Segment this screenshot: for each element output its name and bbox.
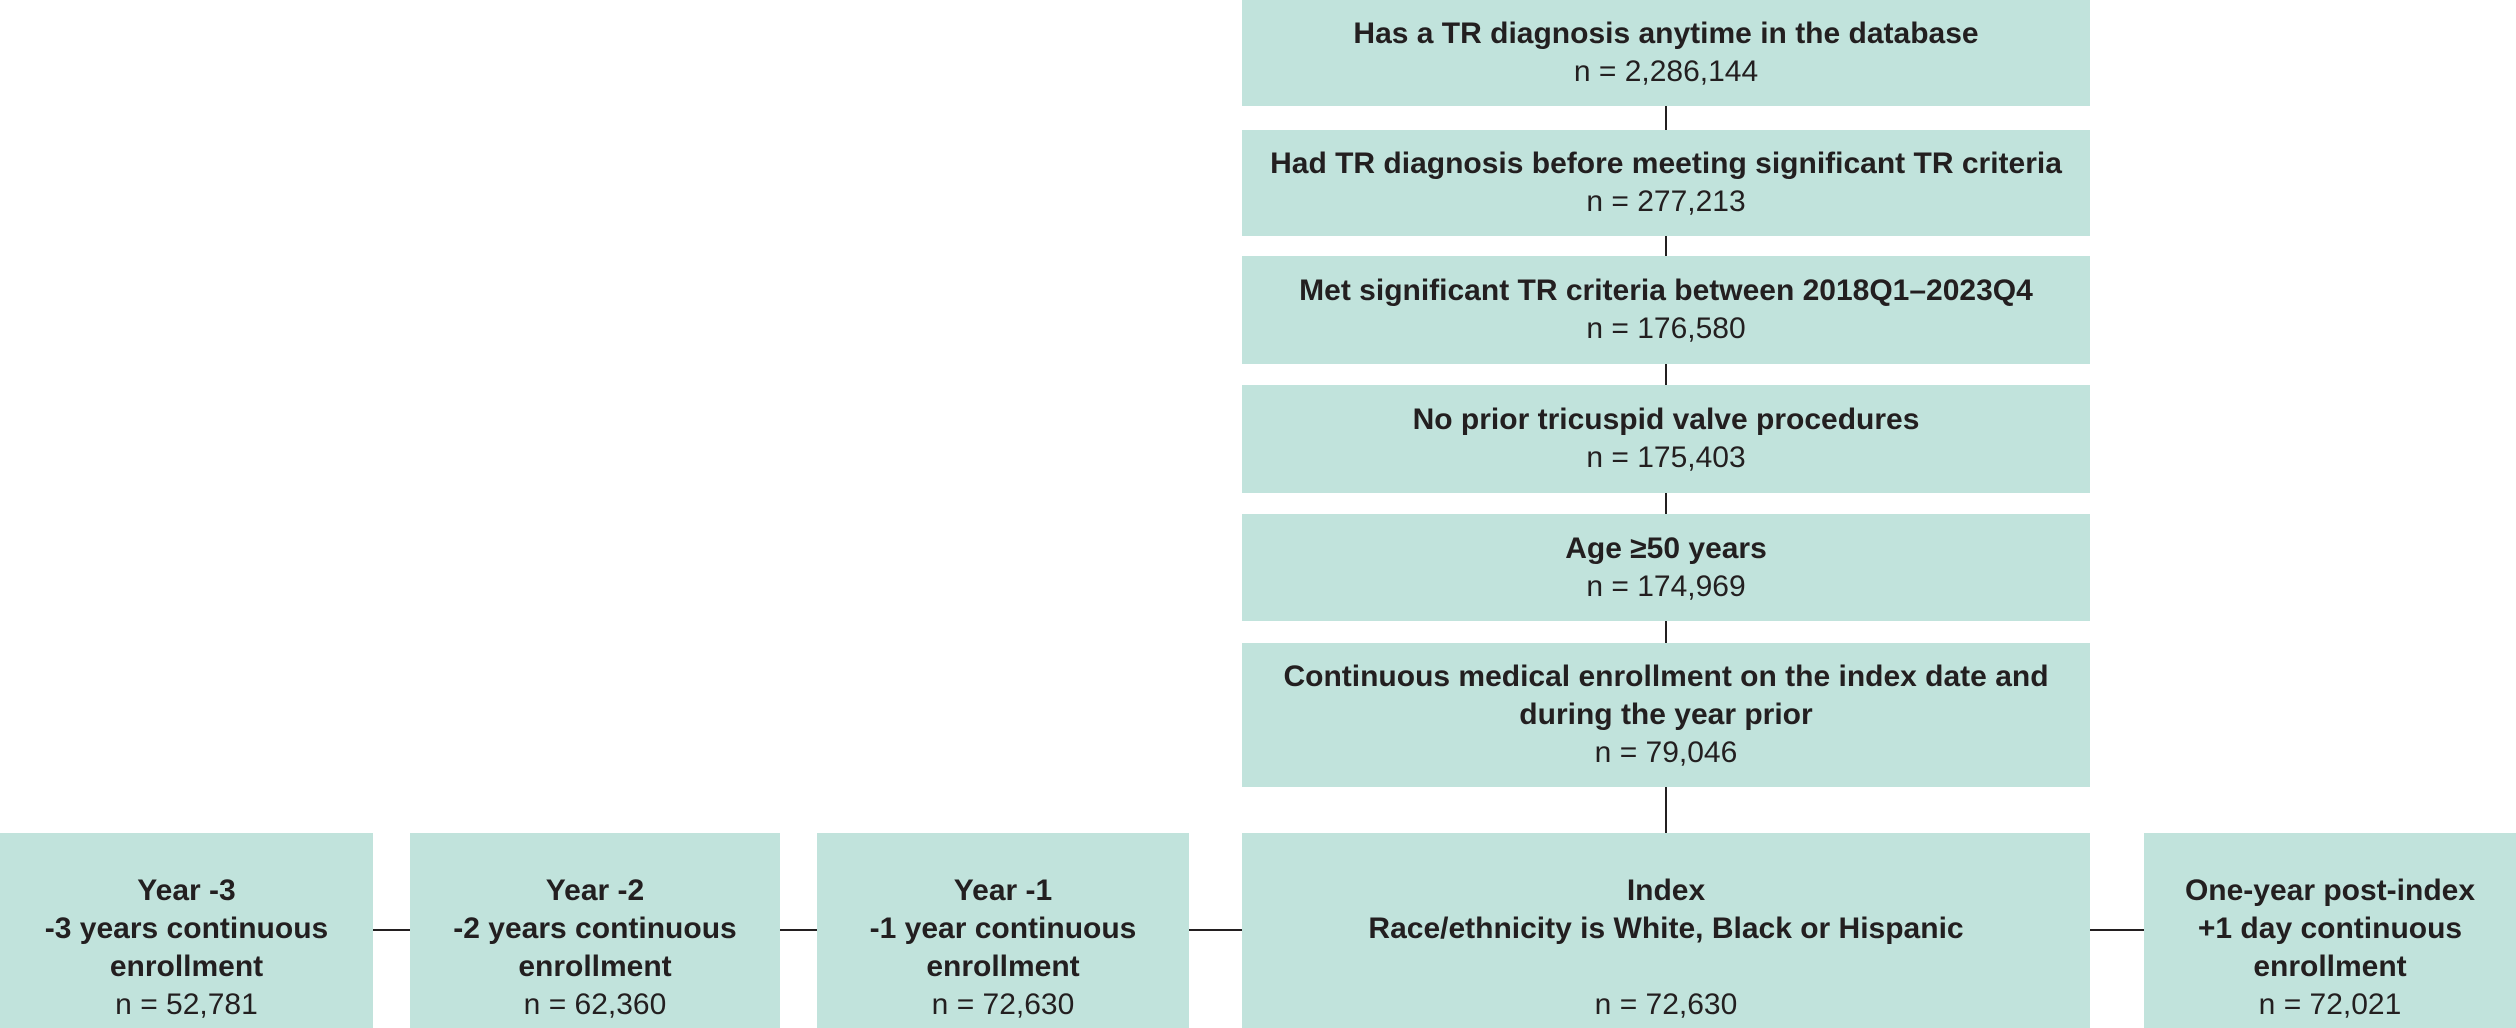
step-title: No prior tricuspid valve procedures xyxy=(1412,403,1920,436)
timeline-count: n = 62,360 xyxy=(523,988,667,1021)
timeline-count: n = 72,630 xyxy=(931,988,1075,1021)
timeline-subtitle: -2 years continuous xyxy=(453,912,737,945)
timeline-title: Index xyxy=(1626,874,1706,907)
step-tr-before-criteria xyxy=(1242,130,2090,236)
step-count: n = 174,969 xyxy=(1586,569,1746,603)
step-count: n = 2,286,144 xyxy=(1573,55,1759,88)
timeline-title: Year -2 xyxy=(545,874,645,907)
connector-year2-year1 xyxy=(780,929,817,931)
step-count: n = 79,046 xyxy=(1594,736,1738,769)
step-count: n = 277,213 xyxy=(1586,185,1746,218)
timeline-title: Year -3 xyxy=(137,874,236,907)
connector-5-6 xyxy=(1665,621,1667,643)
timeline-count: n = 72,630 xyxy=(1594,988,1738,1021)
connector-index-post xyxy=(2090,929,2144,931)
timeline-subtitle-line2: enrollment xyxy=(518,950,672,983)
connector-4-5 xyxy=(1665,493,1667,514)
step-significant-tr-criteria xyxy=(1242,256,2090,364)
timeline-subtitle: Race/ethnicity is White, Black or Hispanic xyxy=(1368,912,1964,945)
step-count: n = 176,580 xyxy=(1586,312,1746,345)
timeline-subtitle-line2: enrollment xyxy=(926,950,1080,983)
timeline-title: Year -1 xyxy=(953,874,1053,907)
connector-3-4 xyxy=(1665,364,1667,385)
timeline-title: One-year post-index xyxy=(2184,874,2476,907)
timeline-year-minus-2 xyxy=(410,833,780,1028)
connector-2-3 xyxy=(1665,236,1667,256)
timeline-year-minus-3 xyxy=(0,833,373,1028)
step-age-50 xyxy=(1242,514,2090,621)
step-title: Continuous medical enrollment on the index date and xyxy=(1283,660,2049,693)
step-tr-diagnosis-anytime xyxy=(1242,0,2090,106)
step-title-line2: during the year prior xyxy=(1519,698,1813,731)
timeline-count: n = 52,781 xyxy=(115,988,258,1021)
timeline-count: n = 72,021 xyxy=(2258,988,2402,1021)
step-continuous-enrollment xyxy=(1242,643,2090,787)
step-title: Age ≥50 years xyxy=(1565,531,1767,565)
timeline-index xyxy=(1242,833,2090,1028)
step-no-prior-procedures xyxy=(1242,385,2090,493)
timeline-year-minus-1 xyxy=(817,833,1189,1028)
step-count: n = 175,403 xyxy=(1586,441,1746,474)
step-title: Has a TR diagnosis anytime in the database xyxy=(1353,17,1979,50)
timeline-subtitle-line2: enrollment xyxy=(2253,950,2407,983)
connector-1-2 xyxy=(1665,106,1667,130)
timeline-subtitle: -1 year continuous xyxy=(869,912,1137,945)
step-title: Had TR diagnosis before meeting significant TR criteria xyxy=(1270,147,2062,180)
timeline-one-year-post-index xyxy=(2144,833,2516,1028)
connector-year3-year2 xyxy=(373,929,410,931)
connector-6-index xyxy=(1665,787,1667,833)
timeline-subtitle: +1 day continuous xyxy=(2197,912,2463,945)
step-title: Met significant TR criteria between 2018Q1–2023Q4 xyxy=(1299,274,2033,307)
timeline-subtitle-line2: enrollment xyxy=(109,950,264,983)
connector-year1-index xyxy=(1189,929,1242,931)
timeline-subtitle: -3 years continuous xyxy=(44,912,329,945)
